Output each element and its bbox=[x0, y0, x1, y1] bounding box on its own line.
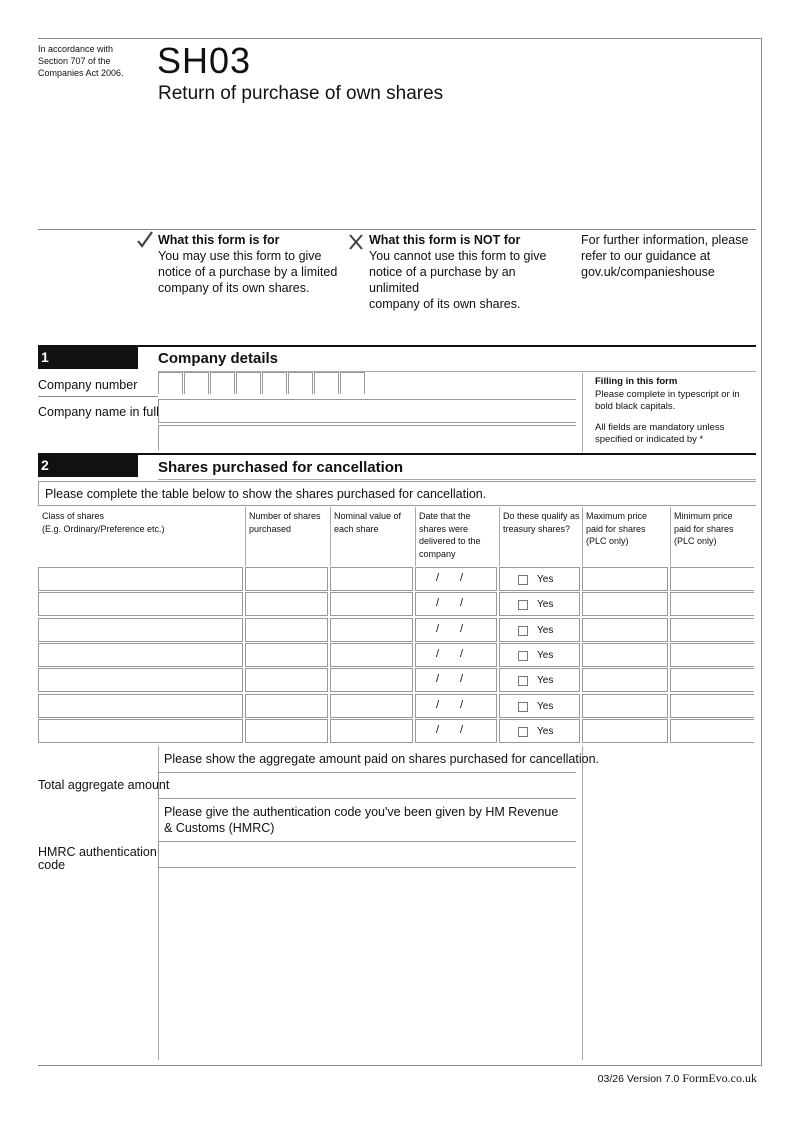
hmrc-label bbox=[38, 846, 157, 872]
treasury-cell[interactable] bbox=[499, 643, 580, 667]
what-for-title: What this form is for bbox=[158, 233, 280, 247]
further-info-line: For further information, please bbox=[581, 233, 749, 247]
date-separator: / bbox=[460, 724, 464, 736]
column-header-line: purchased bbox=[249, 523, 292, 534]
delivery-date-cell[interactable] bbox=[415, 618, 497, 642]
table-header-divider bbox=[499, 507, 500, 566]
bottom-border bbox=[38, 1065, 762, 1066]
further-info-line: refer to our guidance at bbox=[581, 249, 711, 263]
treasury-checkbox[interactable] bbox=[518, 575, 528, 585]
max-price-cell[interactable] bbox=[582, 618, 668, 642]
shares-number-cell[interactable] bbox=[245, 668, 328, 692]
hint-line: specified or indicated by * bbox=[595, 434, 704, 445]
delivery-date-cell[interactable] bbox=[415, 668, 497, 692]
treasury-yes-label: Yes bbox=[537, 574, 554, 585]
max-price-cell[interactable] bbox=[582, 719, 668, 743]
column-header bbox=[586, 510, 668, 548]
company-number-digit[interactable] bbox=[262, 372, 287, 394]
not-for-title: What this form is NOT for bbox=[369, 233, 521, 247]
hmrc-label-line: HMRC authentication bbox=[38, 845, 157, 859]
legal-note bbox=[38, 43, 124, 79]
date-separator: / bbox=[460, 673, 464, 685]
min-price-cell[interactable] bbox=[670, 643, 754, 667]
what-for-line: You may use this form to give bbox=[158, 249, 322, 263]
share-class-cell[interactable] bbox=[38, 694, 243, 718]
date-separator: / bbox=[436, 597, 440, 609]
hint-line: All fields are mandatory unless bbox=[595, 421, 725, 433]
hint-divider bbox=[582, 373, 583, 452]
date-separator: / bbox=[436, 673, 440, 685]
hmrc-code-input[interactable] bbox=[158, 841, 576, 868]
not-for-line: notice of a purchase by an unlimited bbox=[369, 265, 516, 295]
column-header bbox=[674, 510, 754, 548]
section2-number: 2 bbox=[38, 455, 138, 477]
column-header bbox=[334, 510, 413, 535]
column-header-line: paid for shares bbox=[674, 523, 734, 534]
shares-number-cell[interactable] bbox=[245, 567, 328, 591]
treasury-checkbox[interactable] bbox=[518, 651, 528, 661]
treasury-yes-label: Yes bbox=[537, 701, 554, 712]
date-separator: / bbox=[436, 648, 440, 660]
max-price-cell[interactable] bbox=[582, 694, 668, 718]
filling-in-hint bbox=[595, 376, 755, 447]
hmrc-prompt-line: & Customs (HMRC) bbox=[164, 821, 275, 835]
date-separator: / bbox=[460, 699, 464, 711]
column-header-line: Class of shares bbox=[42, 511, 105, 521]
column-header-line: Do these qualify as bbox=[503, 511, 580, 521]
company-number-digit[interactable] bbox=[288, 372, 313, 394]
treasury-yes-label: Yes bbox=[537, 625, 554, 636]
right-border bbox=[761, 38, 762, 1066]
shares-number-cell[interactable] bbox=[245, 719, 328, 743]
treasury-cell[interactable] bbox=[499, 618, 580, 642]
nominal-value-cell[interactable] bbox=[330, 592, 413, 616]
company-name-label: Company name in full bbox=[38, 405, 159, 419]
column-header-line: treasury shares? bbox=[503, 523, 571, 534]
footer-brand: FormEvo.co.uk bbox=[682, 1071, 757, 1085]
what-for-line: company of its own shares. bbox=[158, 281, 310, 295]
max-price-cell[interactable] bbox=[582, 643, 668, 667]
date-separator: / bbox=[460, 572, 464, 584]
nominal-value-cell[interactable] bbox=[330, 668, 413, 692]
share-class-cell[interactable] bbox=[38, 592, 243, 616]
treasury-cell[interactable] bbox=[499, 668, 580, 692]
section2-title-underline bbox=[158, 479, 756, 480]
treasury-cell[interactable] bbox=[499, 719, 580, 743]
total-aggregate-label: Total aggregate amount bbox=[38, 778, 170, 792]
min-price-cell[interactable] bbox=[670, 567, 754, 591]
company-number-digit[interactable] bbox=[340, 372, 365, 394]
date-separator: / bbox=[460, 597, 464, 609]
hmrc-prompt bbox=[164, 804, 558, 836]
delivery-date-cell[interactable] bbox=[415, 719, 497, 743]
share-class-cell[interactable] bbox=[38, 719, 243, 743]
column-header-line: (PLC only) bbox=[674, 536, 717, 546]
section1-number: 1 bbox=[38, 347, 138, 369]
min-price-cell[interactable] bbox=[670, 694, 754, 718]
max-price-cell[interactable] bbox=[582, 592, 668, 616]
max-price-cell[interactable] bbox=[582, 668, 668, 692]
company-number-digit[interactable] bbox=[210, 372, 235, 394]
form-title: Return of purchase of own shares bbox=[158, 83, 444, 104]
shares-number-cell[interactable] bbox=[245, 643, 328, 667]
company-number-digit[interactable] bbox=[236, 372, 261, 394]
table-header-divider bbox=[582, 507, 583, 566]
column-header-line: Minimum price bbox=[674, 511, 733, 521]
section2-rule bbox=[38, 453, 756, 455]
total-aggregate-input[interactable] bbox=[158, 772, 576, 799]
hint-line: Please complete in typescript or in bbox=[595, 388, 740, 400]
treasury-yes-label: Yes bbox=[537, 650, 554, 661]
table-header-divider bbox=[670, 507, 671, 566]
date-separator: / bbox=[436, 699, 440, 711]
nominal-value-cell[interactable] bbox=[330, 643, 413, 667]
legal-note-line: In accordance with bbox=[38, 44, 114, 54]
cross-icon bbox=[348, 233, 364, 251]
min-price-cell[interactable] bbox=[670, 592, 754, 616]
company-name-input-line2[interactable] bbox=[158, 425, 576, 450]
hmrc-label-line: code bbox=[38, 858, 66, 872]
delivery-date-cell[interactable] bbox=[415, 567, 497, 591]
legal-note-line: Companies Act 2006. bbox=[38, 68, 124, 78]
footer bbox=[598, 1071, 757, 1086]
table-header-divider bbox=[245, 507, 246, 566]
column-header bbox=[419, 510, 497, 560]
min-price-cell[interactable] bbox=[670, 719, 754, 743]
instruction-text: Please complete the table below to show the shares purchased for cancellation. bbox=[45, 487, 487, 501]
column-header-line: (E.g. Ordinary/Preference etc.) bbox=[42, 523, 165, 534]
treasury-checkbox[interactable] bbox=[518, 702, 528, 712]
share-class-cell[interactable] bbox=[38, 668, 243, 692]
shares-number-cell[interactable] bbox=[245, 694, 328, 718]
check-icon bbox=[136, 230, 154, 250]
treasury-checkbox[interactable] bbox=[518, 727, 528, 737]
section2-title: Shares purchased for cancellation bbox=[158, 459, 404, 476]
instruction-box bbox=[38, 481, 756, 506]
treasury-cell[interactable] bbox=[499, 592, 580, 616]
share-class-cell[interactable] bbox=[38, 643, 243, 667]
treasury-checkbox[interactable] bbox=[518, 600, 528, 610]
nominal-value-cell[interactable] bbox=[330, 567, 413, 591]
what-for-block bbox=[158, 232, 338, 296]
shares-number-cell[interactable] bbox=[245, 618, 328, 642]
form-code: SH03 bbox=[157, 40, 252, 81]
aggregate-right-rule bbox=[582, 746, 583, 1060]
hint-line: bold black capitals. bbox=[595, 401, 676, 412]
min-price-cell[interactable] bbox=[670, 618, 754, 642]
aggregate-prompt: Please show the aggregate amount paid on shares purchased for cancellation. bbox=[164, 752, 600, 766]
footer-version: 03/26 Version 7.0 bbox=[597, 1073, 680, 1085]
date-separator: / bbox=[436, 724, 440, 736]
share-class-cell[interactable] bbox=[38, 567, 243, 591]
company-number-digit[interactable] bbox=[314, 372, 339, 394]
treasury-cell[interactable] bbox=[499, 567, 580, 591]
hmrc-prompt-line: Please give the authentication code you've been given by HM Revenue bbox=[164, 805, 559, 819]
top-border bbox=[38, 38, 762, 39]
delivery-date-cell[interactable] bbox=[415, 592, 497, 616]
column-header-line: paid for shares bbox=[586, 523, 646, 534]
delivery-date-cell[interactable] bbox=[415, 694, 497, 718]
column-header-line: Maximum price bbox=[586, 511, 648, 521]
treasury-yes-label: Yes bbox=[537, 726, 554, 737]
max-price-cell[interactable] bbox=[582, 567, 668, 591]
date-separator: / bbox=[436, 572, 440, 584]
section1-title: Company details bbox=[158, 350, 279, 367]
date-separator: / bbox=[460, 623, 464, 635]
share-class-cell[interactable] bbox=[38, 618, 243, 642]
legal-note-line: Section 707 of the bbox=[38, 56, 111, 66]
company-name-input-line1[interactable] bbox=[158, 399, 576, 423]
date-separator: / bbox=[436, 623, 440, 635]
column-header-line: delivered to the bbox=[419, 536, 481, 546]
company-number-rule bbox=[38, 396, 158, 397]
treasury-checkbox[interactable] bbox=[518, 676, 528, 686]
nominal-value-cell[interactable] bbox=[330, 618, 413, 642]
treasury-yes-label: Yes bbox=[537, 599, 554, 610]
column-header-line: company bbox=[419, 548, 456, 559]
further-info-block bbox=[581, 232, 756, 280]
company-number-input[interactable] bbox=[158, 372, 364, 396]
company-number-digit[interactable] bbox=[184, 372, 209, 394]
table-header-divider bbox=[415, 507, 416, 566]
column-header-line: Date that the bbox=[419, 511, 471, 521]
column-header-line: Number of shares bbox=[249, 511, 321, 521]
column-header bbox=[503, 510, 580, 535]
nominal-value-cell[interactable] bbox=[330, 719, 413, 743]
column-header-line: shares were bbox=[419, 523, 469, 534]
column-header bbox=[42, 510, 243, 535]
company-number-label: Company number bbox=[38, 378, 138, 392]
not-for-line: company of its own shares. bbox=[369, 297, 521, 311]
company-number-digit[interactable] bbox=[158, 372, 183, 394]
shares-number-cell[interactable] bbox=[245, 592, 328, 616]
column-header-line: Nominal value of bbox=[334, 511, 402, 521]
min-price-cell[interactable] bbox=[670, 668, 754, 692]
treasury-yes-label: Yes bbox=[537, 675, 554, 686]
not-for-line: You cannot use this form to give bbox=[369, 249, 547, 263]
table-header-divider bbox=[330, 507, 331, 566]
column-header-line: each share bbox=[334, 523, 379, 534]
nominal-value-cell[interactable] bbox=[330, 694, 413, 718]
column-header-line: (PLC only) bbox=[586, 536, 629, 546]
treasury-checkbox[interactable] bbox=[518, 626, 528, 636]
hint-title: Filling in this form bbox=[595, 376, 678, 387]
not-for-block bbox=[369, 232, 569, 312]
column-header bbox=[249, 510, 328, 535]
guidance-link[interactable]: gov.uk/companieshouse bbox=[581, 265, 715, 279]
treasury-cell[interactable] bbox=[499, 694, 580, 718]
section1-rule bbox=[38, 345, 756, 347]
delivery-date-cell[interactable] bbox=[415, 643, 497, 667]
date-separator: / bbox=[460, 648, 464, 660]
what-for-line: notice of a purchase by a limited bbox=[158, 265, 338, 279]
